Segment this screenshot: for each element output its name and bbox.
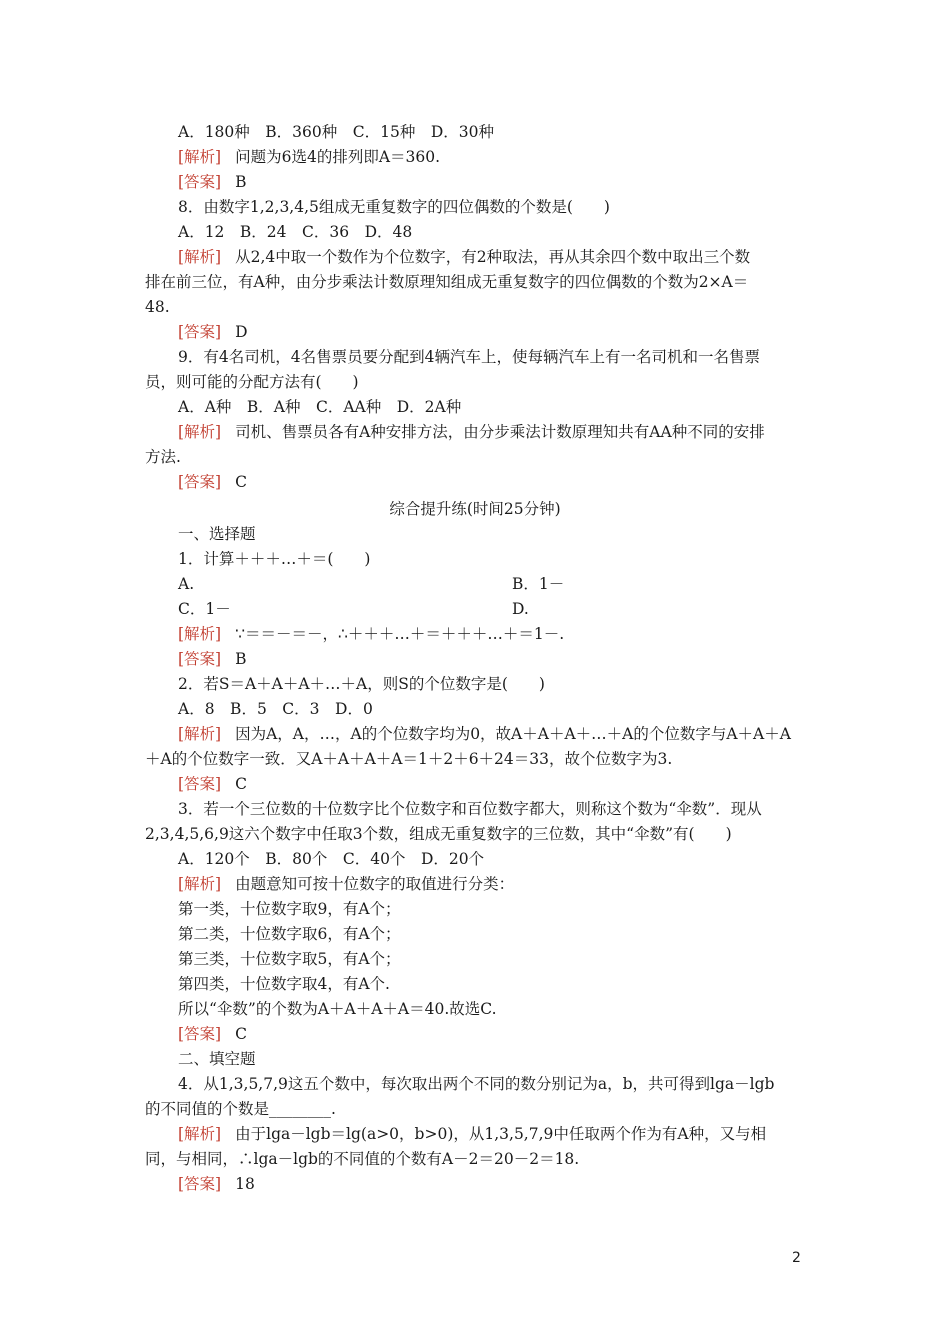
q8-analysis-cont2: 48. — [145, 298, 170, 316]
answer-tag: [答案] — [178, 775, 222, 793]
page-number: 2 — [792, 1250, 801, 1266]
q9-stem-cont: 员，则可能的分配方法有( ) — [145, 373, 359, 391]
analysis-tag: [解析] — [178, 625, 222, 643]
p3-case-1: 第一类，十位数字取9，有A个； — [178, 900, 401, 918]
p2-options: A．8 B．5 C．3 D．0 — [178, 700, 373, 718]
p3-stem-cont: 2,3,4,5,6,9这六个数字中任取3个数，组成无重复数字的三位数，其中“伞数”有( ) — [145, 825, 732, 843]
p4-stem-cont: 的不同值的个数是________. — [145, 1100, 336, 1118]
q9-analysis: [解析] 司机、售票员各有A种安排方法，由分步乘法计数原理知共有AA种不同的安排 — [178, 423, 765, 441]
q8-analysis: [解析] 从2,4中取一个数作为个位数字，有2种取法，再从其余四个数中取出三个数 — [178, 248, 751, 266]
answer-tag: [答案] — [178, 173, 222, 191]
q7-options: A．180种 B．360种 C．15种 D．30种 — [178, 123, 494, 141]
answer-tag: [答案] — [178, 473, 222, 491]
q9-stem: 9．有4名司机，4名售票员要分配到4辆汽车上，使每辆汽车上有一名司机和一名售票 — [178, 348, 760, 366]
p3-case-4: 第四类，十位数字取4，有A个. — [178, 975, 390, 993]
q8-options: A．12 B．24 C．36 D．48 — [178, 223, 413, 241]
p3-options: A．120个 B．80个 C．40个 D．20个 — [178, 850, 485, 868]
answer-tag: [答案] — [178, 1025, 222, 1043]
p1-options-row1: A. B．1－ — [178, 575, 565, 593]
q8-analysis-cont: 排在前三位，有A种，由分步乘法计数原理知组成无重复数字的四位偶数的个数为2×A＝ — [145, 273, 749, 291]
q9-answer: [答案] C — [178, 473, 247, 491]
section-fill-heading: 二、填空题 — [178, 1050, 256, 1068]
answer-tag: [答案] — [178, 650, 222, 668]
analysis-tag: [解析] — [178, 248, 222, 266]
answer-tag: [答案] — [178, 1175, 222, 1193]
q9-analysis-cont: 方法. — [145, 448, 181, 466]
p3-analysis: [解析] 由题意知可按十位数字的取值进行分类： — [178, 875, 515, 893]
p3-answer: [答案] C — [178, 1025, 247, 1043]
answer-tag: [答案] — [178, 323, 222, 341]
p2-analysis-cont: ＋A的个位数字一致．又A＋A＋A＋A＝1＋2＋6＋24＝33，故个位数字为3. — [145, 750, 673, 768]
p1-analysis: [解析] ∵＝＝－＝－，∴＋＋＋…＋＝＋＋＋…＋＝1－. — [178, 625, 565, 643]
analysis-tag: [解析] — [178, 423, 222, 441]
p3-case-2: 第二类，十位数字取6，有A个； — [178, 925, 401, 943]
q8-stem: 8．由数字1,2,3,4,5组成无重复数字的四位偶数的个数是( ) — [178, 198, 610, 216]
p2-answer: [答案] C — [178, 775, 247, 793]
p4-stem: 4．从1,3,5,7,9这五个数中，每次取出两个不同的数分别记为a，b，共可得到lga－lgb — [178, 1075, 775, 1093]
q7-analysis: [解析] 问题为6选4的排列即A＝360. — [178, 148, 441, 166]
p3-stem: 3．若一个三位数的十位数字比个位数字和百位数字都大，则称这个数为“伞数”．现从 — [178, 800, 762, 818]
p1-stem: 1．计算＋＋＋…＋＝( ) — [178, 550, 371, 568]
p4-analysis: [解析] 由于lga－lgb＝lg(a>0，b>0)，从1,3,5,7,9中任取两个作为有A种，又与相 — [178, 1125, 767, 1143]
q9-options: A．A种 B．A种 C．AA种 D．2A种 — [178, 398, 462, 416]
analysis-tag: [解析] — [178, 725, 222, 743]
p2-analysis: [解析] 因为A，A，…，A的个位数字均为0，故A＋A＋A＋…＋A的个位数字与A＋A＋A — [178, 725, 791, 743]
p4-analysis-cont: 同，与相同，∴lga－lgb的不同值的个数有A－2＝20－2＝18. — [145, 1150, 580, 1168]
p3-conclusion: 所以“伞数”的个数为A＋A＋A＋A＝40.故选C. — [178, 1000, 497, 1018]
analysis-tag: [解析] — [178, 875, 222, 893]
q7-answer: [答案] B — [178, 173, 247, 191]
analysis-tag: [解析] — [178, 148, 222, 166]
analysis-tag: [解析] — [178, 1125, 222, 1143]
p1-answer: [答案] B — [178, 650, 247, 668]
p1-options-row2: C．1－ D. — [178, 600, 529, 618]
p2-stem: 2．若S＝A＋A＋A＋…＋A，则S的个位数字是( ) — [178, 675, 545, 693]
section-title: 综合提升练(时间25分钟) — [389, 500, 561, 518]
q8-answer: [答案] D — [178, 323, 248, 341]
p4-answer: [答案] 18 — [178, 1175, 255, 1193]
section-choice-heading: 一、选择题 — [178, 525, 256, 543]
p3-case-3: 第三类，十位数字取5，有A个； — [178, 950, 401, 968]
